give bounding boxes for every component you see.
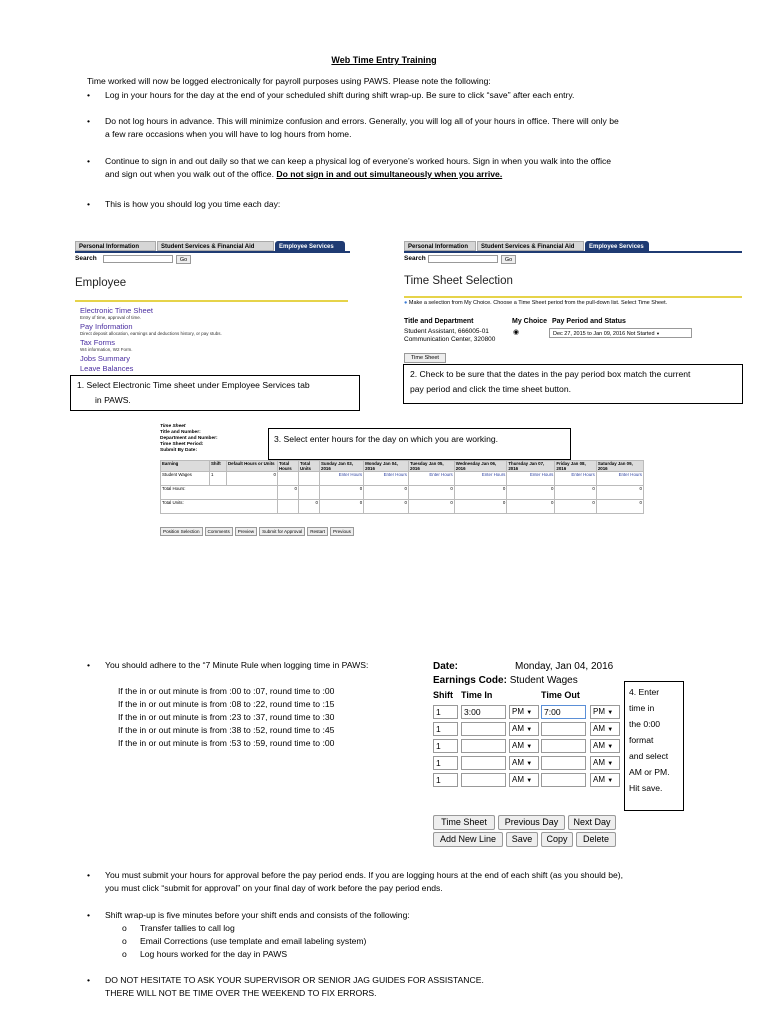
bullet-text: This is how you should log you time each day:	[105, 199, 281, 209]
sub-bullet: o	[122, 949, 127, 959]
total-cell: 0	[507, 500, 555, 514]
search-input[interactable]	[103, 255, 173, 263]
time-in-input[interactable]	[461, 722, 506, 736]
chevron-down-icon: ▼	[526, 761, 533, 767]
column-header: Total Units	[299, 461, 320, 472]
rounding-rules	[118, 685, 334, 750]
sub-bullet: o	[122, 936, 127, 946]
callout-text: 1. Select Electronic Time sheet under Employee Services tab	[77, 380, 310, 390]
rounding-rule: If the in or out minute is from :23 to :37, round time to :30	[118, 712, 335, 722]
meta-line: Time Sheet	[160, 424, 186, 429]
total-cell: 0	[507, 486, 555, 500]
bullet-dot: •	[87, 910, 91, 920]
column-header: Thursday Jan 07, 2016	[507, 461, 555, 472]
chevron-down-icon: ▼	[607, 744, 614, 750]
section-heading: Time Sheet Selection	[404, 275, 513, 287]
total-cell: 0	[409, 486, 455, 500]
tab-underline	[75, 251, 350, 253]
bullet-dot: •	[87, 116, 91, 126]
total-cell: 0	[320, 486, 364, 500]
rounding-rule: If the in or out minute is from :08 to :22, round time to :15	[118, 699, 335, 709]
total-cell: 0	[596, 500, 643, 514]
pay-period-select[interactable]	[549, 328, 692, 338]
chevron-down-icon: ▼	[526, 710, 533, 716]
ampm-value: AM	[593, 758, 605, 767]
callout-text: the 0:00	[629, 719, 661, 729]
chevron-down-icon: ▼	[526, 744, 533, 750]
bullet-text: Shift wrap-up is five minutes before your shift ends and consists of the following:	[105, 910, 410, 920]
column-header: Total Hours	[278, 461, 299, 472]
chevron-down-icon: ▼	[607, 778, 614, 784]
timesheet-meta	[160, 424, 218, 454]
time-in-ampm-select[interactable]	[509, 705, 539, 719]
time-out-input[interactable]	[541, 722, 586, 736]
column-header: Title and Department	[404, 318, 474, 325]
tab-personal-information[interactable]: Personal Information	[75, 241, 156, 251]
list-item-text: Email Corrections (use template and email labeling system)	[140, 936, 367, 946]
ampm-value: AM	[512, 724, 524, 733]
section-heading: Employee	[75, 277, 127, 289]
total-cell: 0	[364, 500, 409, 514]
meta-line: Department and Number:	[160, 436, 218, 441]
time-sheet-button[interactable]: Time Sheet	[404, 353, 446, 363]
shift-input[interactable]: 1	[433, 739, 458, 753]
ampm-value: AM	[593, 775, 605, 784]
save-button[interactable]: Save	[506, 832, 538, 847]
total-cell: 0	[278, 486, 299, 500]
earnings-code-label: Earnings Code:	[433, 675, 507, 686]
tab-employee-services[interactable]: Employee Services	[275, 241, 345, 251]
time-in-input[interactable]	[461, 739, 506, 753]
callout-text: and select	[629, 751, 669, 761]
time-in-ampm-select[interactable]	[509, 773, 539, 787]
list-item	[122, 935, 367, 948]
bullet-dot: •	[87, 660, 91, 670]
bullet-text: you must click “submit for approval” on your final day of work before the pay period ends.	[105, 883, 443, 893]
date-label: Date:	[433, 661, 459, 672]
time-out-input[interactable]	[541, 773, 586, 787]
tab-student-services[interactable]: Student Services & Financial Aid	[157, 241, 274, 251]
total-cell: 0	[555, 486, 596, 500]
callout-step-1	[70, 375, 360, 411]
total-cell: 0	[596, 486, 643, 500]
enter-hours-link[interactable]: Enter Hours	[596, 472, 643, 486]
time-in-ampm-select[interactable]	[509, 722, 539, 736]
rounding-rule: If the in or out minute is from :38 to :52, round time to :45	[118, 725, 335, 735]
time-out-ampm-select[interactable]	[590, 739, 620, 753]
time-out-ampm-select[interactable]	[590, 722, 620, 736]
search-label: Search	[75, 255, 97, 262]
total-cell: 0	[454, 486, 507, 500]
total-cell: 0	[555, 500, 596, 514]
bullet-text: You must submit your hours for approval before the pay period ends. If you are logging hours at the end of each shift (as you should be),	[105, 870, 624, 880]
column-header: Wednesday Jan 06, 2016	[454, 461, 507, 472]
bullet-text: You should adhere to the “7 Minute Rule when logging time in PAWS:	[105, 660, 369, 670]
electronic-time-sheet-link[interactable]: Electronic Time Sheet	[80, 306, 153, 315]
callout-step-3: 3. Select enter hours for the day on which you are working.	[268, 428, 571, 460]
bullet-text: and sign out when you walk out of the office.	[105, 169, 274, 179]
wrap-up-list	[122, 922, 367, 961]
tab-bar	[75, 241, 350, 251]
total-cell: 0	[320, 500, 364, 514]
ampm-value: PM	[512, 707, 524, 716]
table-header-row	[161, 461, 644, 472]
pay-information-link[interactable]: Pay Information	[80, 322, 133, 331]
tab-bar	[404, 241, 744, 251]
column-header: Tuesday Jan 05, 2016	[409, 461, 455, 472]
rounding-rule: If the in or out minute is from :00 to :07, round time to :00	[118, 686, 335, 696]
time-in-input[interactable]	[461, 773, 506, 787]
column-header: Earning	[161, 461, 210, 472]
list-item-text: Transfer tallies to call log	[140, 923, 235, 933]
column-header: Saturday Jan 09, 2016	[596, 461, 643, 472]
tab-student-services[interactable]: Student Services & Financial Aid	[477, 241, 584, 251]
ampm-value: AM	[593, 724, 605, 733]
column-header: Time In	[461, 690, 493, 700]
enter-hours-link[interactable]: Enter Hours	[364, 472, 409, 486]
enter-hours-link[interactable]: Enter Hours	[320, 472, 364, 486]
leave-balances-link[interactable]: Leave Balances	[80, 364, 134, 373]
bullet-text: Log in your hours for the day at the end of your scheduled shift during shift wrap-up. Be sure to click “save” after each entry.	[105, 90, 575, 100]
column-header: Pay Period and Status	[552, 318, 626, 325]
callout-text: pay period and click the time sheet button.	[410, 384, 571, 394]
previous-button[interactable]: Previous	[330, 527, 354, 536]
shift-input[interactable]: 1	[433, 756, 458, 770]
bullet-text: a few rare occasions when you will have to log hours from home.	[105, 129, 352, 139]
previous-day-button[interactable]: Previous Day	[498, 815, 565, 830]
bullet-text: DO NOT HESITATE TO ASK YOUR SUPERVISOR OR SENIOR JAG GUIDES FOR ASSISTANCE.	[105, 975, 484, 985]
enter-hours-link[interactable]: Enter Hours	[507, 472, 555, 486]
bullet-text: Continue to sign in and out daily so that we can keep a physical log of everyone’s worked hours. Sign in when you walk into the office	[105, 156, 612, 166]
shift-cell: 1	[210, 472, 227, 486]
enter-hours-link[interactable]: Enter Hours	[555, 472, 596, 486]
callout-text: format	[629, 735, 654, 745]
callout-text: Hit save.	[629, 783, 663, 793]
callout-text: AM or PM.	[629, 767, 670, 777]
earning-cell: Student Wages	[161, 472, 210, 486]
shift-input[interactable]: 1	[433, 705, 458, 719]
table-row	[161, 486, 644, 500]
chevron-down-icon: ▼	[607, 710, 614, 716]
meta-line: Title and Number:	[160, 430, 201, 435]
column-header: Shift	[210, 461, 227, 472]
timesheet-button-row	[160, 527, 356, 536]
time-out-ampm-select[interactable]	[590, 773, 620, 787]
link-description: Direct deposit allocation, earnings and deductions history, or pay stubs.	[80, 331, 222, 336]
next-day-button[interactable]: Next Day	[568, 815, 616, 830]
tab-underline	[404, 251, 742, 253]
divider	[404, 296, 742, 298]
time-sheet-button[interactable]: Time Sheet	[433, 815, 495, 830]
comments-button[interactable]: Comments	[205, 527, 233, 536]
chevron-down-icon: ▼	[526, 778, 533, 784]
earnings-code-value: Student Wages	[509, 675, 578, 686]
earnings-code	[433, 675, 578, 686]
callout-text: in PAWS.	[95, 395, 131, 405]
column-header: Time Out	[541, 690, 580, 700]
timesheet-table	[160, 460, 644, 514]
go-button[interactable]: Go	[501, 255, 516, 264]
column-header: Shift	[433, 690, 453, 700]
time-out-input[interactable]	[541, 739, 586, 753]
list-item-text: Log hours worked for the day in PAWS	[140, 949, 288, 959]
total-hours-label: Total Hours:	[161, 486, 278, 500]
meta-line: Submit By Date:	[160, 448, 198, 453]
bullet-text: THERE WILL NOT BE TIME OVER THE WEEKEND TO FIX ERRORS.	[105, 988, 377, 998]
time-in-input[interactable]	[461, 756, 506, 770]
column-header: Sunday Jan 03, 2016	[320, 461, 364, 472]
info-icon: ●	[404, 300, 408, 306]
enter-hours-link[interactable]: Enter Hours	[409, 472, 455, 486]
position-selection-button[interactable]: Position Selection	[160, 527, 203, 536]
time-out-input[interactable]	[541, 756, 586, 770]
job-title: Student Assistant, 666005-01	[404, 328, 489, 335]
callout-text: 4. Enter	[629, 687, 660, 697]
search-label: Search	[404, 255, 426, 262]
time-out-ampm-select[interactable]	[590, 756, 620, 770]
callout-text: time in	[629, 703, 655, 713]
total-cell: 0	[364, 486, 409, 500]
preview-button[interactable]: Preview	[235, 527, 257, 536]
intro-text: Time worked will now be logged electronically for payroll purposes using PAWS. Please note the following:	[87, 76, 491, 86]
sub-bullet: o	[122, 923, 127, 933]
bullet-dot: •	[87, 870, 91, 880]
ampm-value: AM	[593, 741, 605, 750]
delete-button[interactable]: Delete	[576, 832, 616, 847]
time-in-ampm-select[interactable]	[509, 739, 539, 753]
ampm-value: AM	[512, 775, 524, 784]
search-input[interactable]	[428, 255, 498, 263]
page-title: Web Time Entry Training	[331, 55, 437, 65]
enter-hours-link[interactable]: Enter Hours	[454, 472, 507, 486]
time-in-input[interactable]: 3:00	[461, 705, 506, 719]
info-message	[404, 300, 667, 306]
link-description: W4 information, W2 Form.	[80, 347, 133, 352]
shift-input[interactable]: 1	[433, 773, 458, 787]
table-row	[161, 500, 644, 514]
jobs-summary-link[interactable]: Jobs Summary	[80, 354, 131, 363]
total-units-label: Total Units:	[161, 500, 278, 514]
callout-text: 2. Check to be sure that the dates in the pay period box match the current	[410, 369, 691, 379]
go-button[interactable]: Go	[176, 255, 191, 264]
restart-button[interactable]: Restart	[307, 527, 328, 536]
column-header: Friday Jan 08, 2016	[555, 461, 596, 472]
chevron-down-icon: ▼	[607, 761, 614, 767]
copy-button[interactable]: Copy	[541, 832, 573, 847]
list-item	[122, 922, 235, 935]
bullet-emphasis: Do not sign in and out simultaneously when you arrive.	[276, 169, 503, 179]
rounding-rule: If the in or out minute is from :53 to :59, round time to :00	[118, 738, 335, 748]
callout-step-2	[403, 364, 743, 404]
tab-personal-information[interactable]: Personal Information	[404, 241, 476, 251]
link-description: Entry of time, approval of time.	[80, 315, 142, 320]
divider	[75, 300, 348, 302]
date-value: Monday, Jan 04, 2016	[515, 661, 614, 672]
ampm-value: AM	[512, 758, 524, 767]
add-new-line-button[interactable]: Add New Line	[433, 832, 503, 847]
time-in-ampm-select[interactable]	[509, 756, 539, 770]
ampm-value: PM	[593, 707, 605, 716]
list-item	[122, 948, 288, 961]
bullet-dot: •	[87, 199, 91, 209]
shift-input[interactable]: 1	[433, 722, 458, 736]
total-cell: 0	[299, 500, 320, 514]
total-cell: 0	[454, 500, 507, 514]
info-text: Make a selection from My Choice. Choose a Time Sheet period from the pull-down list. Select Time Sheet.	[408, 300, 668, 306]
tax-forms-link[interactable]: Tax Forms	[80, 338, 116, 347]
meta-line: Time Sheet Period:	[160, 442, 204, 447]
default-hours-cell: 0	[227, 472, 278, 486]
chevron-down-icon: ▼	[607, 727, 614, 733]
bullet-dot: •	[87, 156, 91, 166]
chevron-down-icon: ▼	[656, 331, 661, 336]
bullet-text: Do not log hours in advance. This will minimize confusion and errors. Generally, you will log all of your hours in office. There will only be	[105, 116, 619, 126]
total-cell: 0	[409, 500, 455, 514]
submit-for-approval-button[interactable]: Submit for Approval	[259, 527, 305, 536]
pay-period-value: Dec 27, 2015 to Jan 09, 2016 Not Started	[553, 331, 655, 337]
bullet-dot: •	[87, 975, 91, 985]
time-out-ampm-select[interactable]	[590, 705, 620, 719]
my-choice-radio[interactable]: ◉	[513, 329, 520, 336]
table-row	[161, 472, 644, 486]
job-department: Communication Center, 320800	[404, 336, 496, 343]
chevron-down-icon: ▼	[526, 727, 533, 733]
column-header: My Choice	[512, 318, 548, 325]
tab-employee-services[interactable]: Employee Services	[585, 241, 649, 251]
column-header: Default Hours or Units	[227, 461, 278, 472]
ampm-value: AM	[512, 741, 524, 750]
bullet-dot: •	[87, 90, 91, 100]
column-header: Monday Jan 04, 2016	[364, 461, 409, 472]
time-out-input[interactable]: 7:00	[541, 705, 586, 719]
callout-step-4	[624, 681, 684, 811]
